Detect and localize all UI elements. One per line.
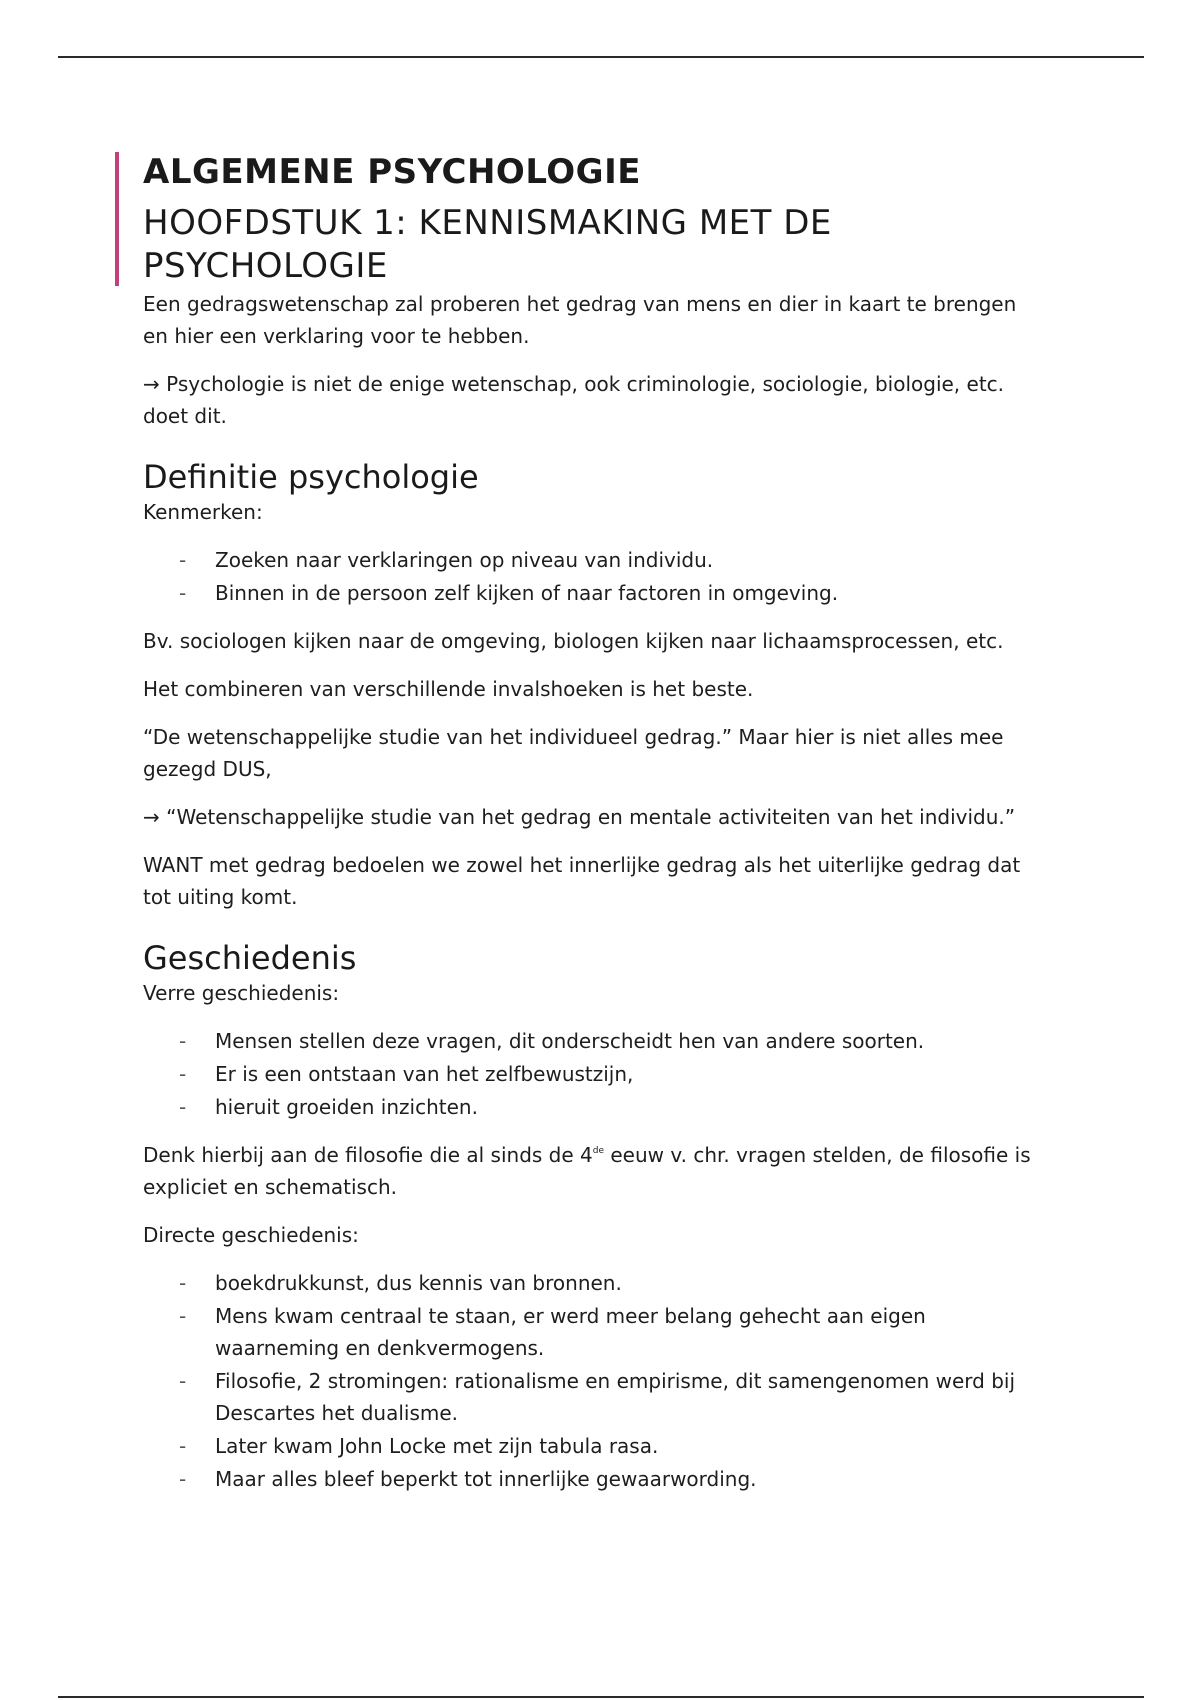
directe-geschiedenis-list	[143, 1267, 1043, 1495]
directe-geschiedenis-lead: Directe geschiedenis:	[143, 1223, 359, 1247]
document-title: ALGEMENE PSYCHOLOGIE	[143, 152, 641, 192]
definitie-paragraph-2: Het combineren van verschillende invalshoeken is het beste.	[143, 677, 754, 701]
geschiedenis-paragraph-1	[143, 1139, 1043, 1203]
definitie-lead: Kenmerken:	[143, 500, 263, 524]
definitie-paragraph-1: Bv. sociologen kijken naar de omgeving, biologen kijken naar lichaamsprocessen, etc.	[143, 629, 1004, 653]
intro-paragraph-1: Een gedragswetenschap zal proberen het gedrag van mens en dier in kaart te brengen en hier een verklaring voor te hebben.	[143, 292, 1017, 348]
title-block	[143, 150, 1043, 288]
filosofie-text-end: eeuw v. chr. vragen stelden, de filosofie is expliciet en schematisch.	[143, 1143, 1031, 1199]
definitie-paragraph-5: WANT met gedrag bedoelen we zowel het innerlijke gedrag als het uiterlijke gedrag dat tot uiting komt.	[143, 853, 1021, 909]
document-body	[143, 150, 1043, 1511]
bottom-rule	[58, 1696, 1144, 1698]
list-item: - boekdrukkunst, dus kennis van bronnen.	[215, 1267, 1043, 1299]
list-item: - Er is een ontstaan van het zelfbewustzijn,	[215, 1058, 1043, 1090]
section-heading-definitie: Definitie psychologie	[143, 458, 479, 496]
list-item: - Mens kwam centraal te staan, er werd meer belang gehecht aan eigen waarneming en denkvermogens.	[215, 1300, 1043, 1364]
intro-paragraph-2: → Psychologie is niet de enige wetenschap, ook criminologie, sociologie, biologie, etc. doet dit.	[143, 372, 1005, 428]
ordinal-superscript: de	[592, 1146, 604, 1156]
definitie-paragraph-3: “De wetenschappelijke studie van het individueel gedrag.” Maar hier is niet alles mee gezegd DUS,	[143, 725, 1004, 781]
list-item: - Maar alles bleef beperkt tot innerlijke gewaarwording.	[215, 1463, 1043, 1495]
definitie-paragraph-4: → “Wetenschappelijke studie van het gedrag en mentale activiteiten van het individu.”	[143, 805, 1016, 829]
filosofie-text-start: Denk hierbij aan de filosofie die al sinds de 4	[143, 1143, 593, 1167]
list-item: - Zoeken naar verklaringen op niveau van individu.	[215, 544, 1043, 576]
list-item: - Later kwam John Locke met zijn tabula rasa.	[215, 1430, 1043, 1462]
title-accent-bar	[115, 152, 119, 286]
definitie-list	[143, 544, 1043, 609]
list-item: - Mensen stellen deze vragen, dit onderscheidt hen van andere soorten.	[215, 1025, 1043, 1057]
top-rule	[58, 56, 1144, 58]
section-heading-geschiedenis: Geschiedenis	[143, 939, 357, 977]
chapter-title: HOOFDSTUK 1: KENNISMAKING MET DE PSYCHOLOGIE	[143, 203, 832, 286]
geschiedenis-lead: Verre geschiedenis:	[143, 981, 340, 1005]
list-item: - Binnen in de persoon zelf kijken of naar factoren in omgeving.	[215, 577, 1043, 609]
list-item: - hieruit groeiden inzichten.	[215, 1091, 1043, 1123]
verre-geschiedenis-list	[143, 1025, 1043, 1123]
list-item: - Filosofie, 2 stromingen: rationalisme en empirisme, dit samengenomen werd bij Descartes het dualisme.	[215, 1365, 1043, 1429]
